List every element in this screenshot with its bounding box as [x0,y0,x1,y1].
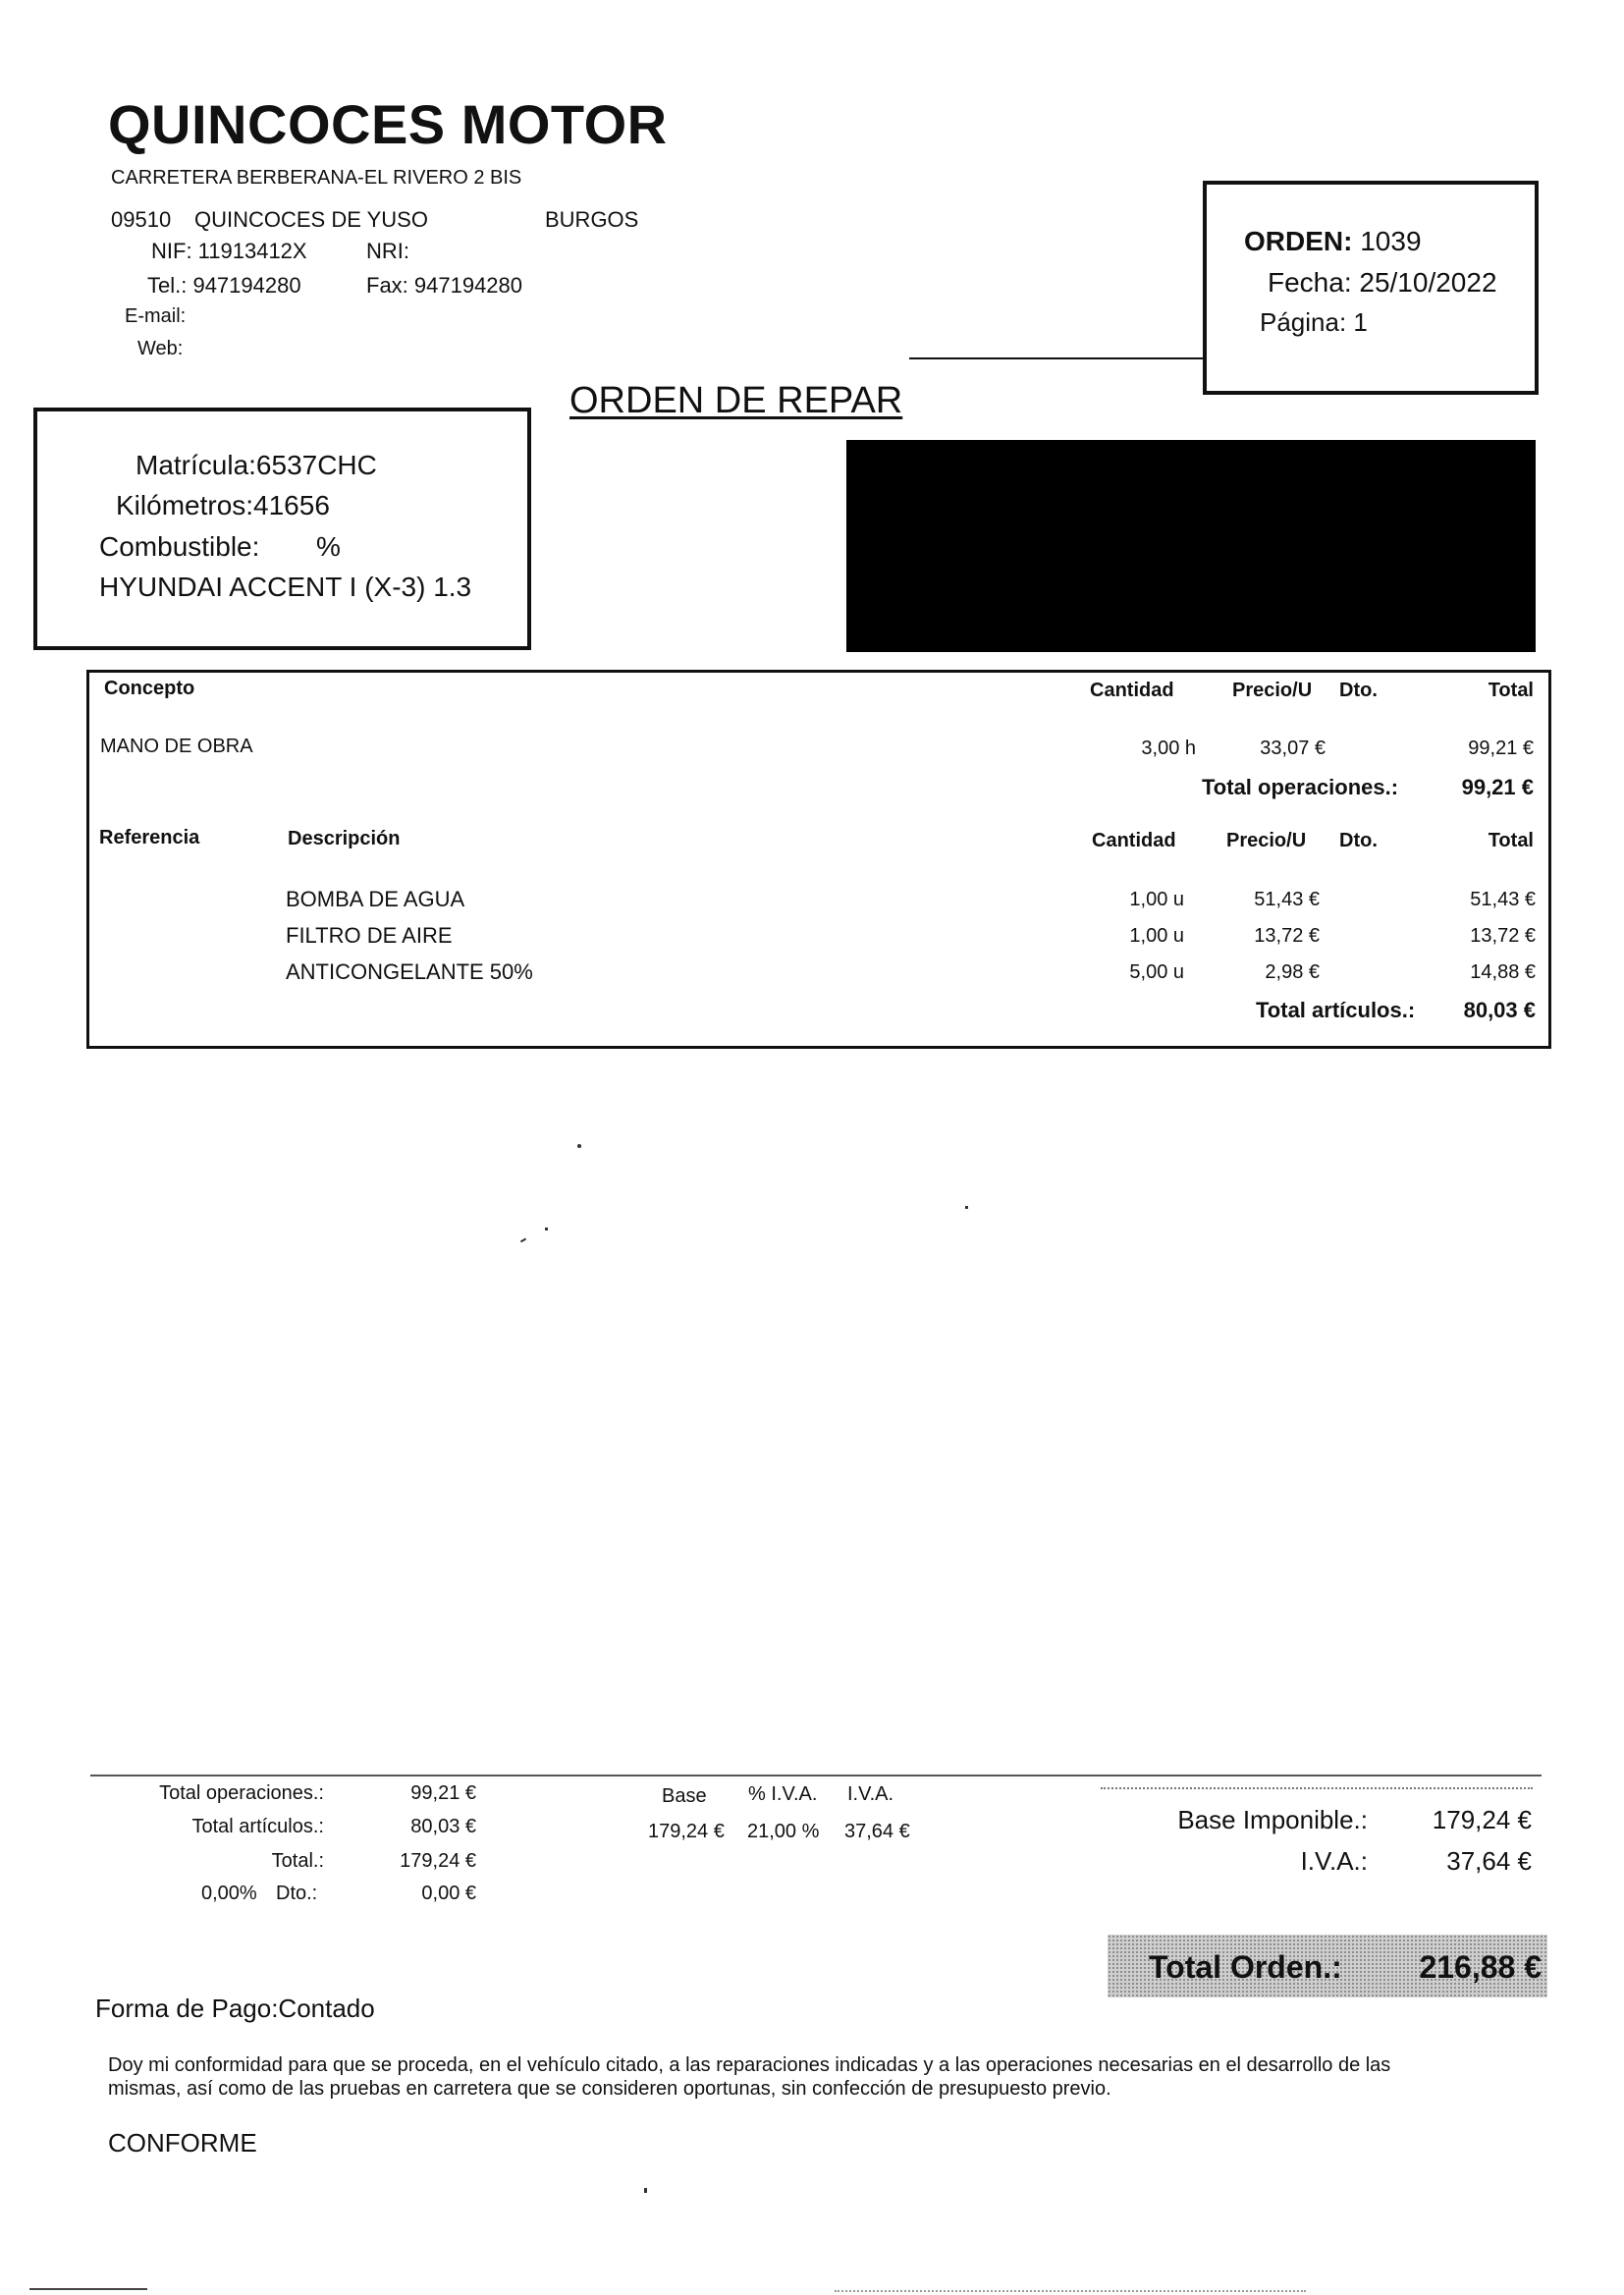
scan-speck [520,1238,526,1243]
labor-row-total: 99,21 € [1468,738,1534,759]
signature-label: CONFORME [108,2128,257,2158]
parts-row-2-desc: FILTRO DE AIRE [286,923,453,948]
tax-iva-value: 37,64 € [844,1821,910,1842]
parts-subtotal-label: Total artículos.: [1256,998,1416,1022]
summary-total-value: 179,24 € [400,1850,476,1872]
labor-header-qty: Cantidad [1090,680,1174,701]
totals-base-label: Base Imponible.: [1177,1805,1368,1834]
summary-rule [90,1775,1542,1776]
totals-base-value: 179,24 € [1432,1805,1532,1834]
parts-row-3-desc: ANTICONGELANTE 50% [286,959,533,984]
parts-subtotal-value: 80,03 € [1463,998,1536,1022]
parts-row-2-total: 13,72 € [1470,925,1536,947]
labor-header-total: Total [1488,680,1534,701]
order-number-value: 1039 [1360,226,1422,256]
company-fax: Fax: 947194280 [366,273,523,298]
parts-header-total: Total [1488,830,1534,851]
parts-row-3-total: 14,88 € [1470,961,1536,983]
totals-iva-value: 37,64 € [1446,1846,1532,1876]
document-title: ORDEN DE REPAR [569,380,903,421]
vehicle-model: HYUNDAI ACCENT I (X-3) 1.3 [99,572,472,602]
summary-ops-value: 99,21 € [410,1782,476,1804]
tax-base-value: 179,24 € [648,1821,725,1842]
tax-pct-value: 21,00 % [747,1821,820,1842]
company-nif: NIF: 11913412X [151,239,307,263]
scan-speck [965,1206,968,1209]
conformity-text-line1: Doy mi conformidad para que se proceda, en el vehículo citado, a las reparaciones indicadas y a las operaciones necesarias en el desarrollo de las [108,2054,1391,2076]
parts-row-3-qty: 5,00 u [1129,961,1184,983]
summary-disc-pct: 0,00% [201,1883,257,1904]
total-order-label: Total Orden.: [1149,1949,1342,1985]
vehicle-km: Kilómetros:41656 [116,490,330,520]
parts-row-1-total: 51,43 € [1470,889,1536,910]
labor-header-price: Precio/U [1232,680,1313,701]
tax-header-pct: % I.V.A. [748,1783,818,1805]
title-rule-right [909,357,1204,359]
parts-row-2-qty: 1,00 u [1129,925,1184,947]
scan-edge-right [835,2290,1306,2292]
vehicle-fuel-unit: % [316,531,341,562]
order-number [1244,226,1422,257]
order-page: Página: 1 [1260,307,1368,337]
labor-row-price: 33,07 € [1260,738,1326,759]
labor-subtotal-label: Total operaciones.: [1202,775,1399,799]
parts-row-1-qty: 1,00 u [1129,889,1184,910]
labor-header-disc: Dto. [1339,680,1378,701]
tax-header-iva: I.V.A. [847,1783,894,1805]
company-name: QUINCOCES MOTOR [108,93,668,155]
parts-header-disc: Dto. [1339,830,1378,851]
parts-row-2-price: 13,72 € [1254,925,1320,947]
summary-disc-value: 0,00 € [421,1883,476,1904]
company-address: CARRETERA BERBERANA-EL RIVERO 2 BIS [111,167,522,189]
parts-row-3-price: 2,98 € [1265,961,1320,983]
parts-row-1-desc: BOMBA DE AGUA [286,887,465,911]
summary-ops-label: Total operaciones.: [159,1782,324,1804]
company-tel: Tel.: 947194280 [147,273,301,298]
vehicle-fuel: Combustible: [99,531,260,562]
summary-total-label: Total.: [271,1850,324,1872]
scan-speck [577,1144,581,1148]
parts-row-1-price: 51,43 € [1254,889,1320,910]
labor-row-qty: 3,00 h [1141,738,1196,759]
scan-edge-left [29,2288,147,2290]
vehicle-plate: Matrícula:6537CHC [135,450,377,480]
order-date: Fecha: 25/10/2022 [1268,267,1497,298]
labor-header-concept: Concepto [104,678,195,699]
vehicle-box [33,408,531,650]
parts-header-ref: Referencia [99,827,200,848]
summary-items-label: Total artículos.: [191,1816,324,1837]
company-email: E-mail: [125,305,187,327]
redacted-block [846,440,1536,652]
scan-speck [545,1228,548,1230]
company-web: Web: [137,338,184,359]
parts-header-qty: Cantidad [1092,830,1176,851]
payment-method: Forma de Pago:Contado [95,1994,375,2023]
company-province: BURGOS [545,207,639,232]
conformity-text-line2: mismas, así como de las pruebas en carretera que se consideren oportunas, sin confección de presupuesto previo. [108,2078,1111,2100]
summary-disc-label: Dto.: [276,1883,318,1904]
labor-row-concept: MANO DE OBRA [100,736,253,757]
tax-header-base: Base [662,1785,707,1807]
totals-iva-label: I.V.A.: [1300,1846,1368,1876]
order-label: ORDEN: [1244,226,1353,256]
summary-items-value: 80,03 € [410,1816,476,1837]
company-town: QUINCOCES DE YUSO [194,207,428,232]
total-order-value: 216,88 € [1419,1949,1542,1985]
company-nri: NRI: [366,239,409,263]
company-postal: 09510 [111,207,172,232]
labor-subtotal-value: 99,21 € [1461,775,1534,799]
scan-speck [644,2188,647,2193]
items-table [86,670,1551,1049]
totals-top-rule [1101,1787,1533,1789]
parts-header-desc: Descripción [288,828,401,849]
parts-header-price: Precio/U [1226,830,1307,851]
